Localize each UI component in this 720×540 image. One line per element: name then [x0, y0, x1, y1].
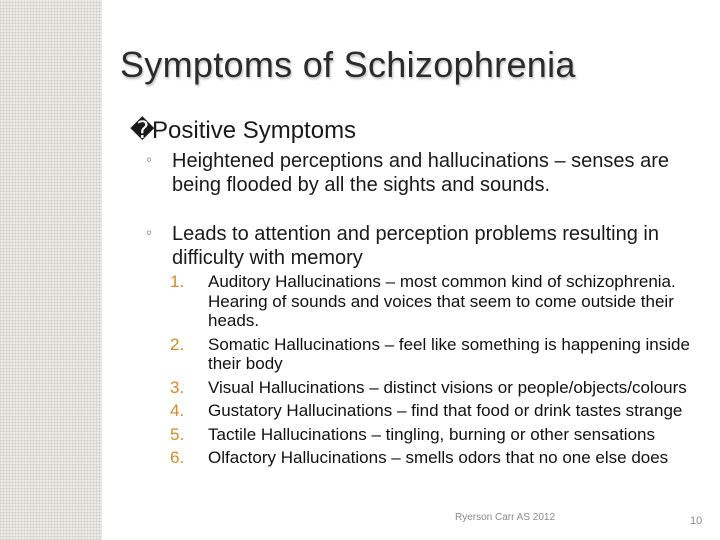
missing-glyph-bullet-icon: �: [130, 117, 155, 144]
slide-footer: Ryerson Carr AS 2012: [455, 512, 556, 523]
list-item-text: Tactile Hallucinations – tingling, burning or other sensations: [208, 424, 655, 444]
list-item-text: Somatic Hallucinations – feel like something is happening inside their body: [208, 334, 690, 373]
list-number: 4.: [170, 401, 185, 420]
sub-bullet-item: [146, 149, 706, 197]
circle-bullet-icon: ◦: [146, 223, 153, 242]
list-item-text: Auditory Hallucinations – most common kind of schizophrenia. Hearing of sounds and voices that seem to come outside their heads.: [208, 272, 676, 330]
list-item: [168, 378, 708, 398]
list-item: [168, 335, 708, 374]
list-number: 1.: [170, 272, 185, 291]
sub-bullet-text: Heightened perceptions and hallucinations – senses are being flooded by all the sights and sounds.: [172, 150, 670, 196]
page-number: 10: [690, 515, 703, 527]
list-item-text: Gustatory Hallucinations – find that food or drink tastes strange: [208, 401, 683, 420]
circle-bullet-icon: ◦: [146, 150, 153, 169]
list-number: 6.: [170, 448, 185, 467]
list-number: 2.: [170, 334, 185, 354]
heading-text: Positive Symptoms: [152, 117, 357, 144]
list-number: 3.: [170, 377, 185, 397]
sub-bullet-item: [146, 222, 706, 270]
side-pattern-decoration: [0, 0, 102, 540]
list-number: 5.: [170, 424, 185, 444]
list-item: [168, 448, 708, 468]
sub-bullet-text: Leads to attention and perception problems resulting in difficulty with memory: [172, 223, 659, 269]
list-item: [168, 425, 708, 445]
list-item-text: Olfactory Hallucinations – smells odors that no one else does: [208, 448, 669, 467]
heading-positive-symptoms: [130, 116, 356, 145]
list-item: [168, 401, 708, 421]
hallucination-types-list: [168, 272, 708, 472]
list-item: [168, 272, 708, 331]
slide-title: Symptoms of Schizophrenia: [120, 44, 576, 85]
list-item-text: Visual Hallucinations – distinct visions or people/objects/colours: [208, 377, 687, 397]
